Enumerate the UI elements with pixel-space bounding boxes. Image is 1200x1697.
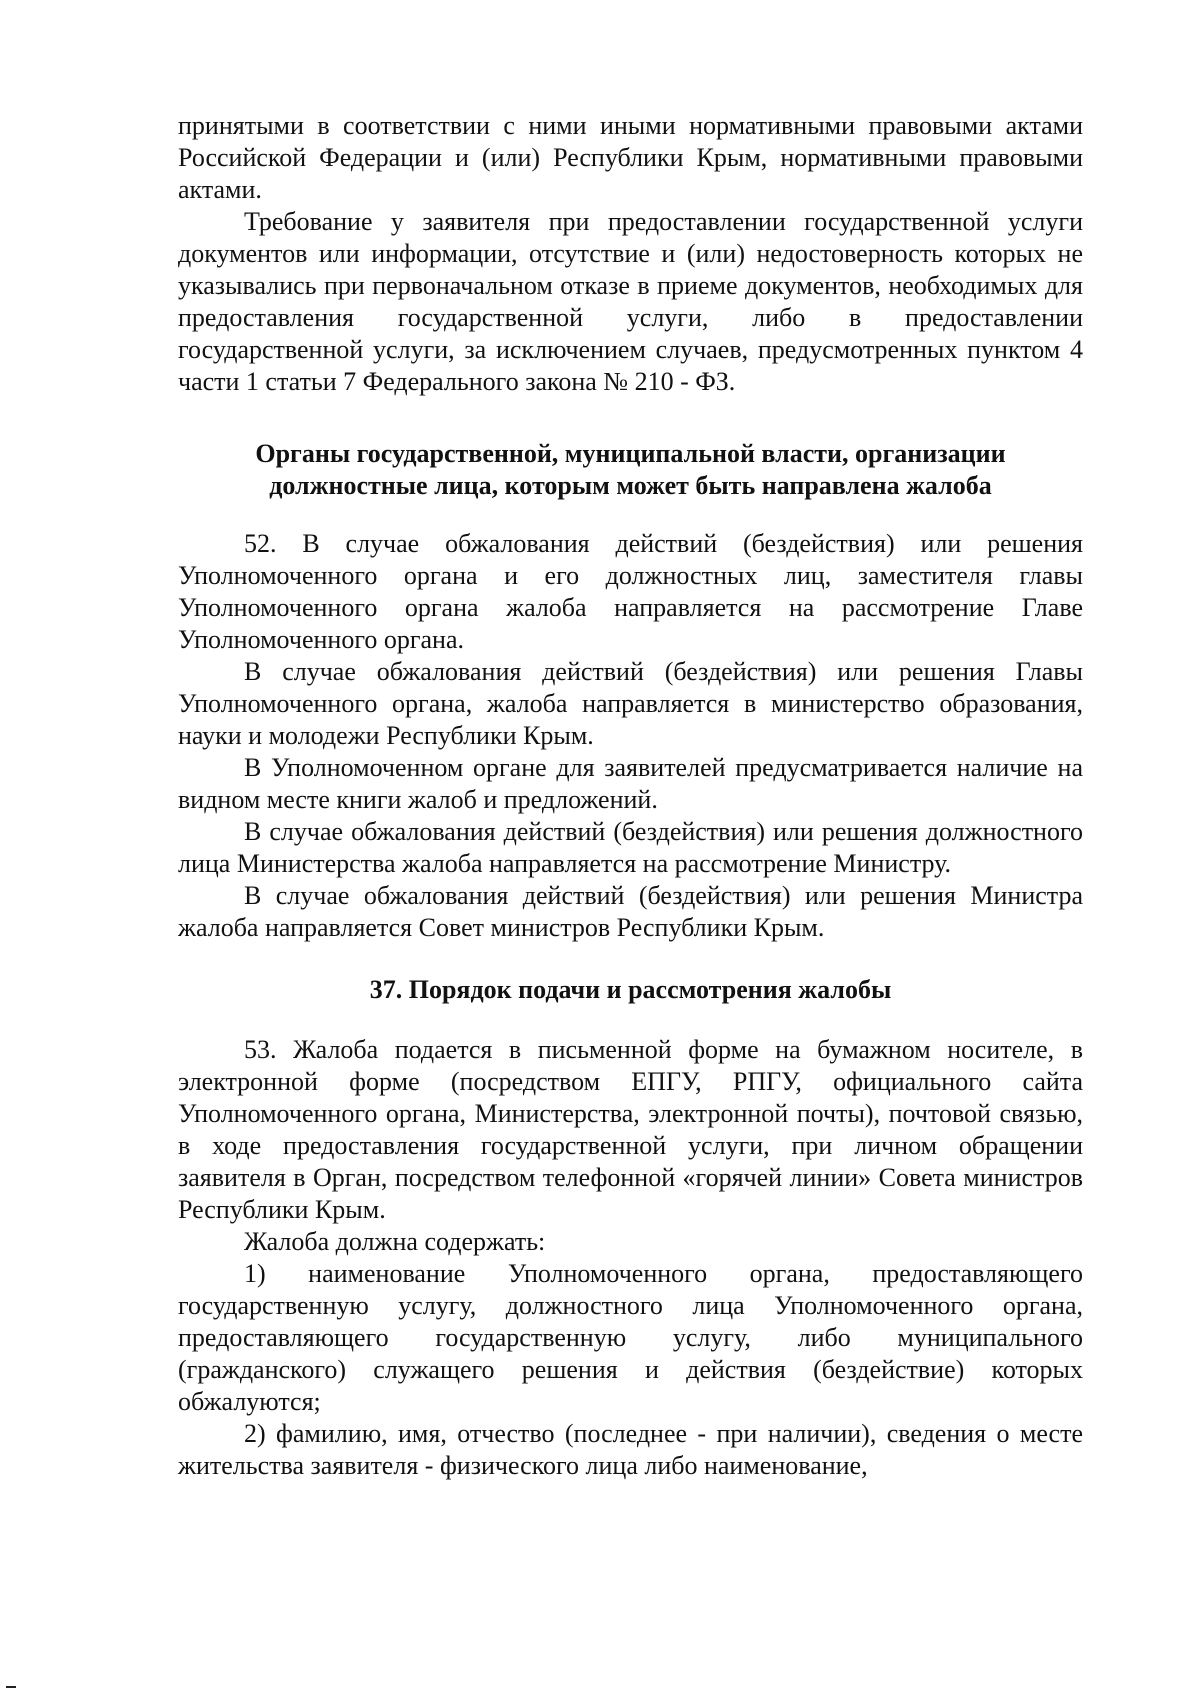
paragraph-53: 53. Жалоба подается в письменной форме на бумажном носителе, в электронной форме (посредством ЕПГУ, РПГУ, официального сайта Уполномоченного органа, Министерства, электронной почты), почтовой связью, в ходе предоставления государственной услуги, при личном обращении заявителя в Орган, посредством телефонной «горячей линии» Совета министров Республики Крым. [178, 1035, 1083, 1224]
paragraph-minister-appeal: В случае обжалования действий (бездействия) или решения Министра жалоба направляется Совет министров Республики Крым. [178, 881, 1083, 942]
paragraph-52: 52. В случае обжалования действий (бездействия) или решения Уполномоченного органа и его должностных лиц, заместителя главы Уполномоченного органа жалоба направляется на рассмотрение Главе Уполномоченного органа. [178, 529, 1083, 654]
section-heading-complaint-procedure: 37. Порядок подачи и рассмотрения жалобы [369, 975, 892, 1004]
paragraph-complaint-contents-intro: Жалоба должна содержать: [244, 1227, 546, 1256]
list-item-1: 1) наименование Уполномоченного органа, предоставляющего государственную услугу, должностного лица Уполномоченного органа, предоставляющего государственную услугу, либо муниципального (гражданского) служащего решения и действия (бездействие) которых обжалуются; [178, 1259, 1083, 1416]
paragraph-continuation: принятыми в соответствии с ними иными нормативными правовыми актами Российской Федерации и (или) Республики Крым, нормативными правовыми актами. [178, 111, 1083, 204]
list-item-2: 2) фамилию, имя, отчество (последнее - при наличии), сведения о месте жительства заявителя - физического лица либо наименование, [178, 1419, 1083, 1480]
document-page [178, 110, 1083, 1482]
section-heading-complaint-bodies: Органы государственной, муниципальной власти, организации должностные лица, которым может быть направлена жалоба [255, 439, 1006, 500]
scan-edge-mark [6, 1686, 16, 1688]
paragraph-ministry-official: В случае обжалования действий (бездействия) или решения должностного лица Министерства жалоба направляется на рассмотрение Министру. [178, 817, 1083, 878]
paragraph-requirement: Требование у заявителя при предоставлении государственной услуги документов или информации, отсутствие и (или) недостоверность которых не указывались при первоначальном отказе в приеме документов, необходимых для предоставления государственной услуги, либо в предоставлении государственной услуги, за исключением случаев, предусмотренных пунктом 4 части 1 статьи 7 Федерального закона № 210 - ФЗ. [178, 207, 1083, 396]
paragraph-complaint-book: В Уполномоченном органе для заявителей предусматривается наличие на видном месте книги жалоб и предложений. [178, 753, 1083, 814]
paragraph-head-appeal: В случае обжалования действий (бездействия) или решения Главы Уполномоченного органа, жалоба направляется в министерство образования, науки и молодежи Республики Крым. [178, 657, 1083, 750]
